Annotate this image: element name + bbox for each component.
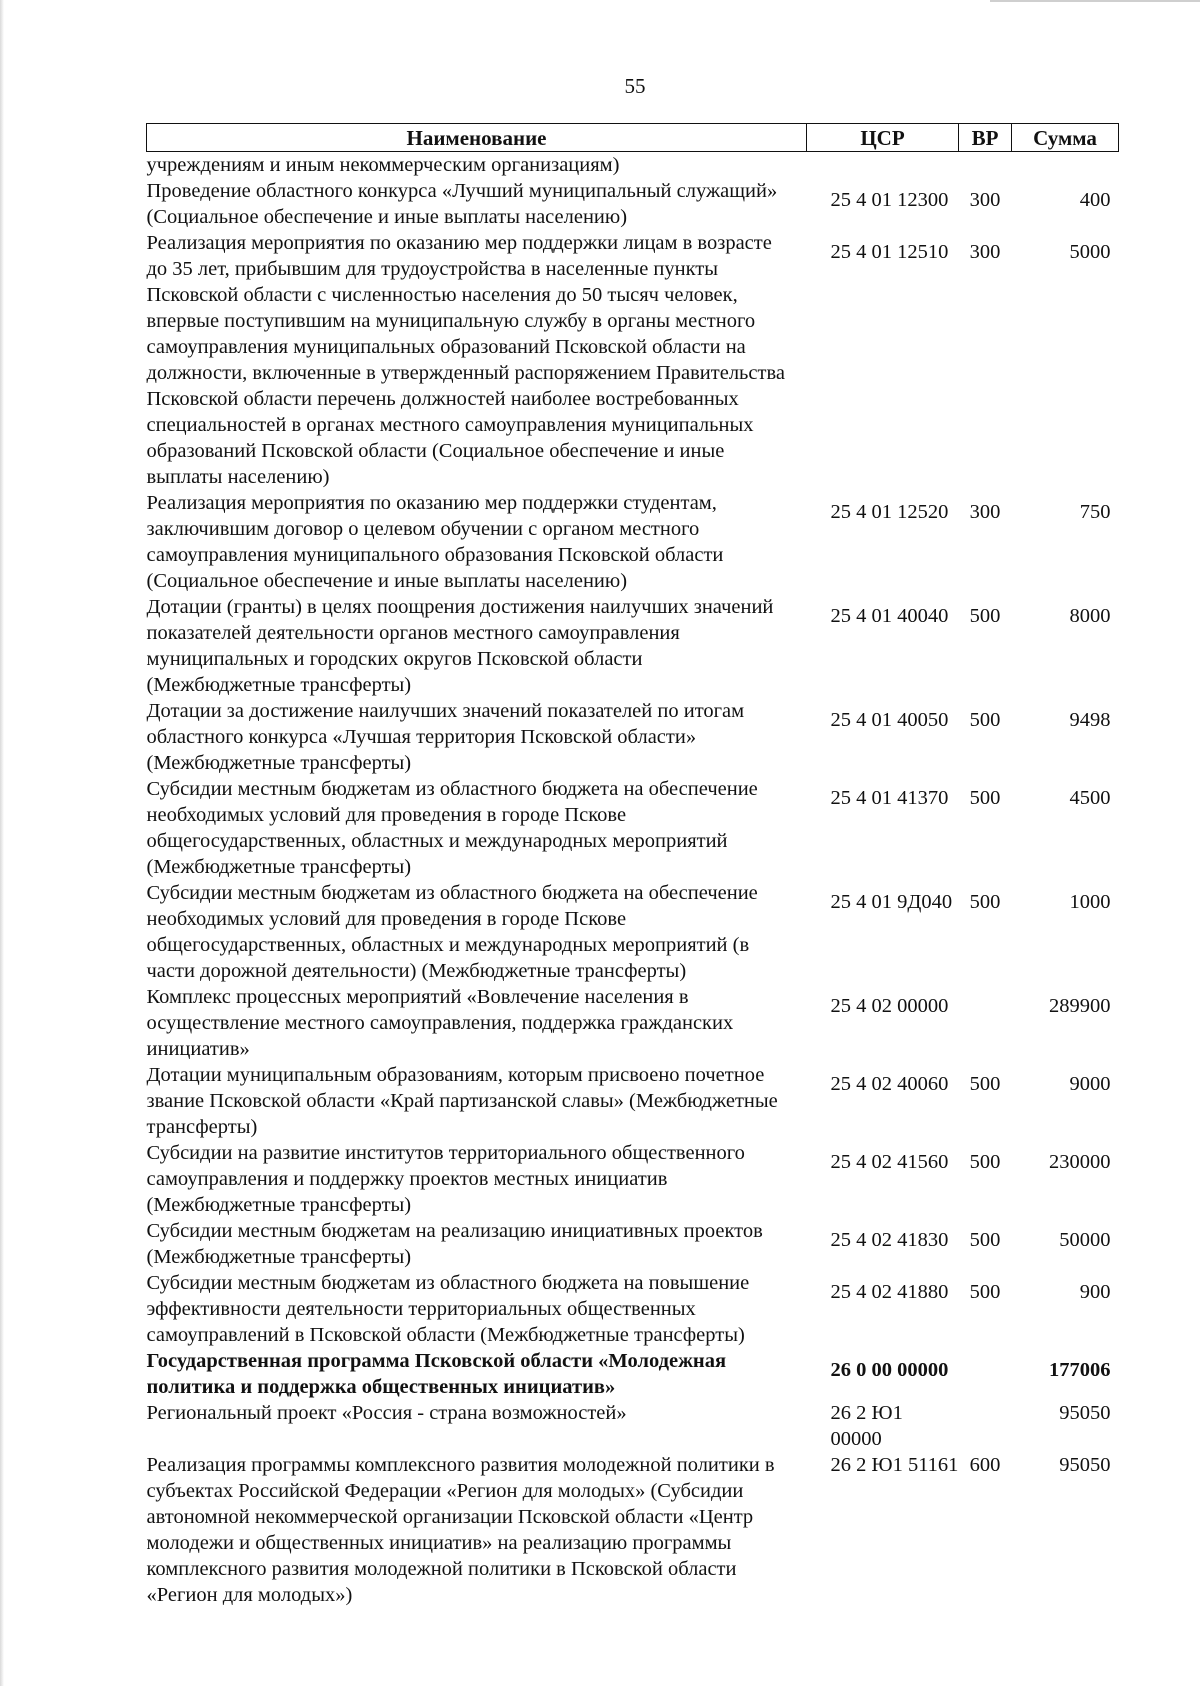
cell-name: Субсидии местным бюджетам из областного бюджета на обеспечение необходимых условий для проведения в городе Пскове общегосударственных, областных и международных мероприятий (Межбюджетные трансферты) xyxy=(146,778,758,878)
cell-csr: 25 4 02 41830 xyxy=(830,1229,949,1251)
table-row xyxy=(147,178,1119,230)
page-number: 55 xyxy=(624,74,646,98)
cell-sum: 900 xyxy=(1079,1281,1111,1303)
header-csr: ЦСР xyxy=(807,124,959,152)
cell-name: Реализация программы комплексного развития молодежной политики в субъектах Российской Федерации «Регион для молодых» (Субсидии автономной некоммерческой организации Псковской области «Центр молодежи и общественных инициатив» на реализацию программы комплексного развития молодежной политики в Псковской области «Регион для молодых») xyxy=(146,1454,775,1606)
cell-vr: 300 xyxy=(969,189,1001,211)
cell-sum: 95050 xyxy=(1059,1454,1111,1476)
cell-csr: 25 4 02 40060 xyxy=(830,1073,949,1095)
cell-csr: 25 4 01 40050 xyxy=(830,709,949,731)
cell-vr: 600 xyxy=(969,1454,1001,1476)
table-row xyxy=(147,1062,1119,1140)
scan-edge xyxy=(990,0,1200,2)
scan-edge xyxy=(0,0,4,1686)
cell-csr: 25 4 01 12510 xyxy=(830,241,949,263)
cell-name: Комплекс процессных мероприятий «Вовлечение населения в осуществление местного самоуправления, поддержка гражданских инициатив» xyxy=(146,986,734,1060)
cell-sum xyxy=(1012,152,1119,179)
cell-name: Дотации (гранты) в целях поощрения достижения наилучших значений показателей деятельности органов местного самоуправления муниципальных и городских округов Псковской области (Межбюджетные трансферты) xyxy=(146,596,774,696)
cell-csr: 25 4 01 40040 xyxy=(830,605,949,627)
cell-vr: 500 xyxy=(969,1151,1001,1173)
cell-csr: 25 4 01 41370 xyxy=(830,787,949,809)
table-row xyxy=(147,1270,1119,1348)
cell-sum: 230000 xyxy=(1049,1151,1111,1173)
cell-csr: 25 4 02 41560 xyxy=(830,1151,949,1173)
cell-csr: 25 4 01 12300 xyxy=(830,189,949,211)
cell-vr: 500 xyxy=(969,1229,1001,1251)
table-row xyxy=(147,1348,1119,1400)
cell-vr: 300 xyxy=(969,501,1001,523)
cell-name: Реализация мероприятия по оказанию мер поддержки лицам в возрасте до 35 лет, прибывшим для трудоустройства в населенные пункты Псковской области с численностью населения до 50 тысяч человек, впервые поступившим на муниципальную службу в органы местного самоуправления муниципальных образований Псковской области на должности, включенные в утвержденный распоряжением Правительства Псковской области перечень должностей наиболее востребованных специальностей в органах местного самоуправления муниципальных образований Псковской области (Социальное обеспечение и иные выплаты населению) xyxy=(146,232,785,488)
cell-vr: 500 xyxy=(969,1281,1001,1303)
cell-name: Проведение областного конкурса «Лучший муниципальный служащий» (Социальное обеспечение и иные выплаты населению) xyxy=(146,180,778,228)
cell-vr: 500 xyxy=(969,605,1001,627)
cell-csr xyxy=(807,152,959,179)
table-row xyxy=(147,490,1119,594)
cell-vr: 300 xyxy=(969,241,1001,263)
table-row xyxy=(147,776,1119,880)
cell-name: Субсидии на развитие институтов территориального общественного самоуправления и поддержку проектов местных инициатив (Межбюджетные трансферты) xyxy=(146,1142,745,1216)
cell-vr: 500 xyxy=(969,787,1001,809)
table-row xyxy=(147,984,1119,1062)
header-name: Наименование xyxy=(147,124,807,152)
cell-name: учреждениям и иным некоммерческим организациям) xyxy=(146,154,620,176)
cell-sum: 9000 xyxy=(1069,1073,1111,1095)
table-row xyxy=(147,594,1119,698)
table-row xyxy=(147,1218,1119,1270)
table-row xyxy=(147,230,1119,490)
cell-vr xyxy=(959,1348,1012,1400)
table-row xyxy=(147,1400,1119,1452)
cell-name: Реализация мероприятия по оказанию мер поддержки студентам, заключившим договор о целевом обучении с органом местного самоуправления муниципального образования Псковской области (Социальное обеспечение и иные выплаты населению) xyxy=(146,492,724,592)
cell-sum: 750 xyxy=(1079,501,1111,523)
cell-sum: 177006 xyxy=(1049,1359,1111,1381)
cell-sum: 8000 xyxy=(1069,605,1111,627)
cell-sum: 1000 xyxy=(1069,891,1111,913)
budget-table-container xyxy=(146,123,1146,1608)
table-row xyxy=(147,1452,1119,1608)
cell-vr: 500 xyxy=(969,891,1001,913)
cell-csr: 25 4 01 9Д040 xyxy=(830,891,953,913)
header-sum: Сумма xyxy=(1012,124,1119,152)
cell-sum: 400 xyxy=(1079,189,1111,211)
cell-csr: 26 2 Ю1 00000 xyxy=(830,1402,903,1450)
cell-csr: 25 4 01 12520 xyxy=(830,501,949,523)
table-header-row xyxy=(147,124,1119,152)
cell-csr: 26 0 00 00000 xyxy=(830,1359,949,1381)
cell-name: Дотации за достижение наилучших значений показателей по итогам областного конкурса «Лучшая территория Псковской области» (Межбюджетные трансферты) xyxy=(146,700,745,774)
table-row xyxy=(147,1140,1119,1218)
cell-name: Субсидии местным бюджетам на реализацию инициативных проектов (Межбюджетные трансферты) xyxy=(146,1220,763,1268)
cell-name: Государственная программа Псковской области «Молодежная политика и поддержка общественных инициатив» xyxy=(146,1350,727,1398)
cell-name: Субсидии местным бюджетам из областного бюджета на повышение эффективности деятельности территориальных общественных самоуправлений в Псковской области (Межбюджетные трансферты) xyxy=(146,1272,750,1346)
cell-sum: 289900 xyxy=(1049,995,1111,1017)
cell-name: Субсидии местным бюджетам из областного бюджета на обеспечение необходимых условий для проведения в городе Пскове общегосударственных, областных и международных мероприятий (в части дорожной деятельности) (Межбюджетные трансферты) xyxy=(146,882,758,982)
cell-sum: 95050 xyxy=(1059,1402,1111,1424)
cell-name: Дотации муниципальным образованиям, которым присвоено почетное звание Псковской области «Край партизанской славы» (Межбюджетные трансферты) xyxy=(146,1064,778,1138)
table-row xyxy=(147,880,1119,984)
cell-sum: 4500 xyxy=(1069,787,1111,809)
cell-name: Региональный проект «Россия - страна возможностей» xyxy=(146,1402,627,1424)
cell-vr xyxy=(959,984,1012,1062)
cell-vr xyxy=(959,152,1012,179)
table-header xyxy=(147,124,1119,152)
cell-sum: 5000 xyxy=(1069,241,1111,263)
cell-csr: 26 2 Ю1 51161 xyxy=(830,1454,959,1476)
cell-vr: 500 xyxy=(969,709,1001,731)
table-row xyxy=(147,152,1119,179)
table-row xyxy=(147,698,1119,776)
cell-csr: 25 4 02 00000 xyxy=(830,995,949,1017)
cell-sum: 50000 xyxy=(1059,1229,1111,1251)
budget-table xyxy=(146,123,1119,1608)
cell-vr: 500 xyxy=(969,1073,1001,1095)
cell-csr: 25 4 02 41880 xyxy=(830,1281,949,1303)
header-vr: ВР xyxy=(959,124,1012,152)
table-body xyxy=(147,152,1119,1609)
cell-sum: 9498 xyxy=(1069,709,1111,731)
cell-vr xyxy=(959,1400,1012,1452)
